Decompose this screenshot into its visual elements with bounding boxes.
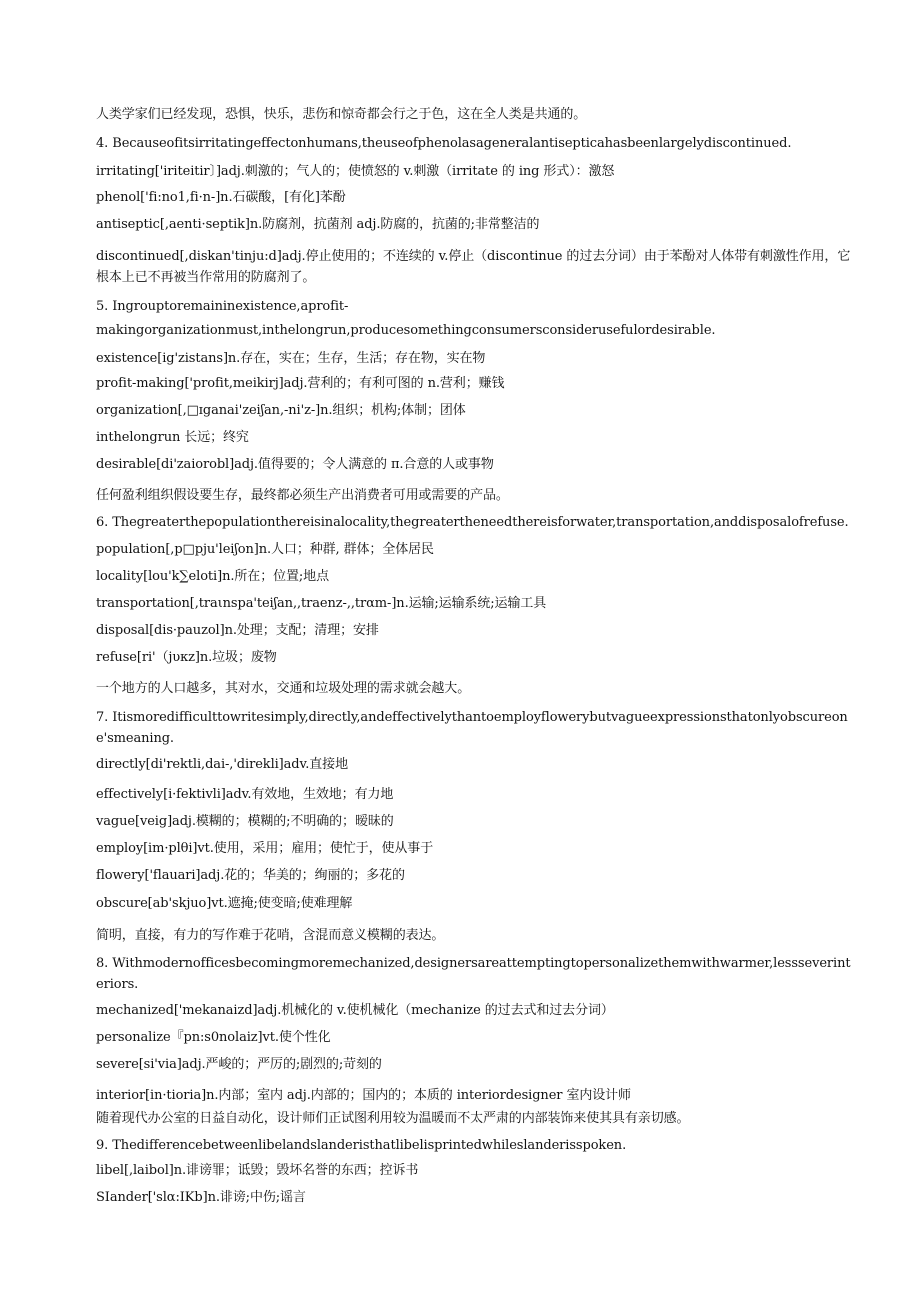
vocab-existence: existence[ig'zistans]n.存在，实在；生存，生活；存在物，实在物 xyxy=(96,351,486,366)
sentence-5-part2: makingorganizationmust,inthelongrun,producesomethingconsumersconsiderusefulordesirable. xyxy=(96,323,716,338)
sentence-4: 4. Becauseofitsirritatingeffectonhumans,theuseofphenolasageneralantisepticahasbeenlargelydiscontinued. xyxy=(96,136,792,151)
vocab-refuse: refuse[ri'（jυκz]n.垃圾；废物 xyxy=(96,650,277,665)
vocab-directly: directly[di'rektli,dai-,'direkli]adv.直接地 xyxy=(96,757,348,772)
vocab-irritating: irritating['iriteitir〕]adj.刺激的；气人的；使愤怒的 v.刺激（irritate 的 ing 形式）：激怒 xyxy=(96,164,615,179)
vocab-employ: employ[im·plθi]vt.使用，采用；雇用；使忙于，使从事于 xyxy=(96,841,434,856)
vocab-flowery: flowery['flauari]adj.花的；华美的；绚丽的；多花的 xyxy=(96,868,405,883)
vocab-severe: severe[si'via]adj.严峻的；严厉的;剧烈的;苛刻的 xyxy=(96,1057,382,1072)
translation-7: 简明，直接，有力的写作难于花哨，含混而意义模糊的表达。 xyxy=(96,928,445,943)
vocab-desirable: desirable[di'zaiorobl]adj.值得要的；令人满意的 π.合意的人或事物 xyxy=(96,457,494,472)
vocab-obscure: obscure[ab'skjuo]vt.遮掩;使变暗;使难理解 xyxy=(96,896,353,911)
vocab-locality: locality[lou'k∑eloti]n.所在；位置;地点 xyxy=(96,569,329,584)
sentence-5-part1: 5. Ingrouptoremaininexistence,aprofit- xyxy=(96,299,349,314)
sentence-9: 9. Thedifferencebetweenlibelandslanderisthatlibelisprintedwhileslanderisspoken. xyxy=(96,1138,627,1153)
vocab-vague: vague[veig]adj.模糊的；模糊的;不明确的；暧昧的 xyxy=(96,814,394,829)
vocab-slander: SIander['slα:IKb]n.诽谤;中伤;谣言 xyxy=(96,1190,306,1205)
vocab-antiseptic: antiseptic[,aenti·septik]n.防腐剂，抗菌剂 adj.防腐的，抗菌的;非常整洁的 xyxy=(96,217,540,232)
vocab-phenol: phenol['fi:no1,fi·n-]n.石碳酸，[有化]苯酚 xyxy=(96,190,346,205)
vocab-effectively: effectively[i·fektivli]adv.有效地，生效地；有力地 xyxy=(96,787,394,802)
text-line: 人类学家们已经发现，恐惧，快乐，悲伤和惊奇都会行之于色，这在全人类是共通的。 xyxy=(96,107,587,122)
vocab-personalize: personalize『pn:s0nolaiz]vt.使个性化 xyxy=(96,1030,331,1045)
vocab-disposal: disposal[dis·pauzol]n.处理；支配；清理；安排 xyxy=(96,623,379,638)
sentence-6: 6. Thegreaterthepopulationthereisinalocality,thegreatertheneedthereisforwater,transportation,anddisposalofrefuse. xyxy=(96,515,849,530)
vocab-discontinued: discontinued[,diskan'tinju:d]adj.停止使用的；不连续的 v.停止（discontinue 的过去分词）由于苯酚对人体带有刺激性作用，它根本上已不再被当作常用的防腐剂了。 xyxy=(96,249,851,285)
vocab-mechanized: mechanized['mekanaizd]adj.机械化的 v.使机械化（mechanize 的过去式和过去分词） xyxy=(96,1003,614,1018)
translation-8: 随着现代办公室的日益自动化，设计师们正试图利用较为温暖而不太严肃的内部装饰来使其具有亲切感。 xyxy=(96,1111,690,1126)
vocab-libel: libel[,laibol]n.诽谤罪；诋毁；毁坏名誉的东西；控诉书 xyxy=(96,1163,419,1178)
translation-6: 一个地方的人口越多，其对水，交通和垃圾处理的需求就会越大。 xyxy=(96,681,471,696)
vocab-organization: organization[,□ɪganai'zeiʃan,-ni'z-]n.组织；机构;体制；团体 xyxy=(96,403,466,418)
vocab-population: population[,p□pju'leiʃon]n.人口；种群, 群体；全体居民 xyxy=(96,542,434,557)
vocab-inthelongrun: inthelongrun 长远；终究 xyxy=(96,430,249,445)
translation-5: 任何盈利组织假设要生存，最终都必须生产出消费者可用或需要的产品。 xyxy=(96,488,509,503)
vocab-transportation: transportation[,traιnspa'teiʃan,,traenz-,,trαm-]n.运输;运输系统;运输工具 xyxy=(96,596,547,611)
sentence-7: 7. Itismoredifficulttowritesimply,directly,andeffectivelythantoemployflowerybutvagueexpressionsthatonlyobscureone'smeaning. xyxy=(96,710,848,746)
vocab-profit-making: profit-making['profit,meikirj]adj.营利的；有利可图的 n.营利；赚钱 xyxy=(96,376,505,391)
sentence-8: 8. Withmodernofficesbecomingmoremechanized,designersareattemptingtopersonalizethemwithwarmer,lessseverinteriors. xyxy=(96,956,851,992)
vocab-interior: interior[in·tioria]n.内部；室内 adj.内部的；国内的；本质的 interiordesigner 室内设计师 xyxy=(96,1088,631,1103)
